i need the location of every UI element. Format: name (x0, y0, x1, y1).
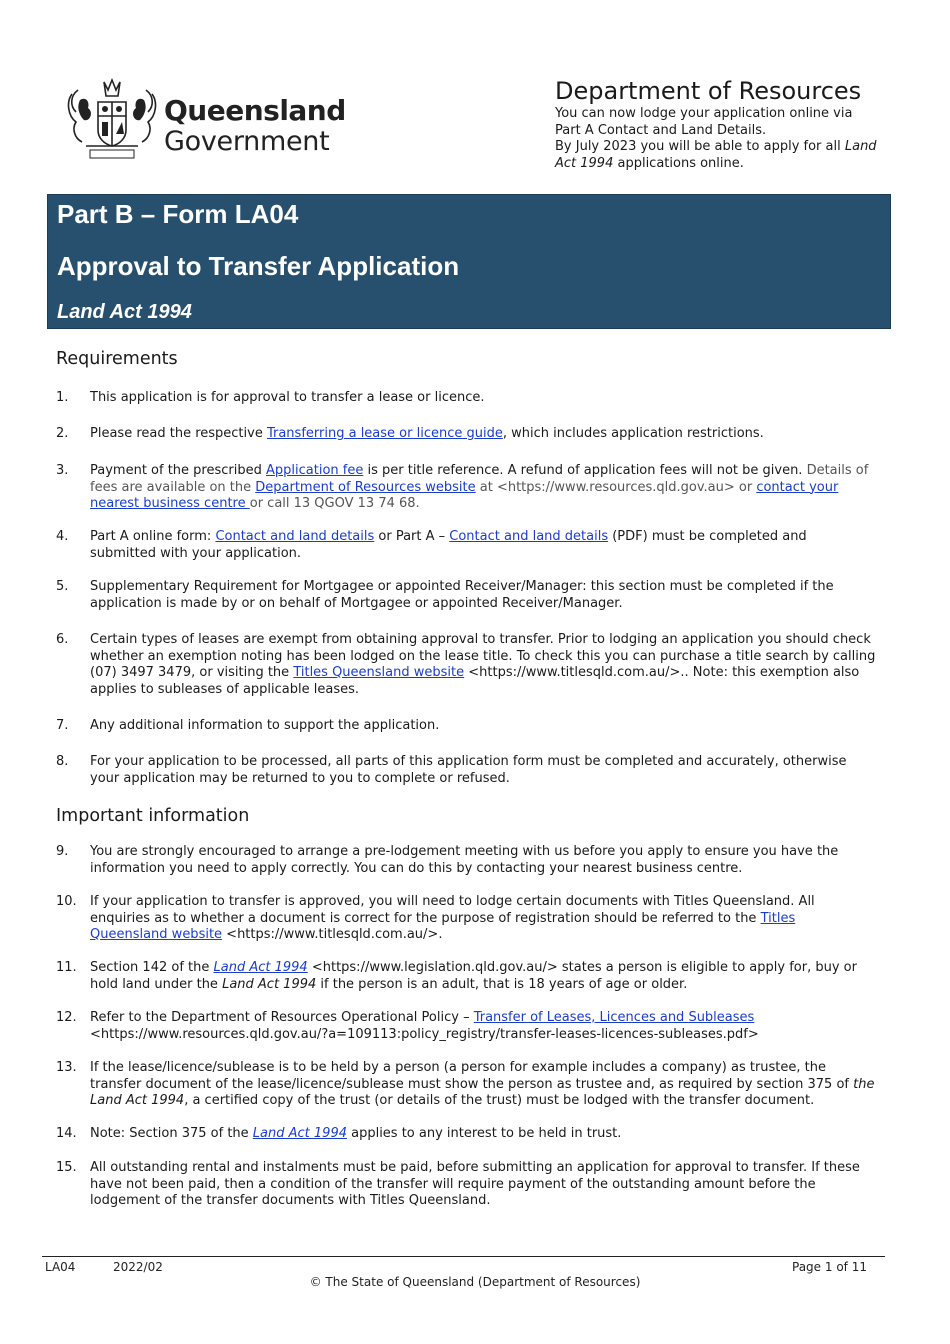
list-item: 14. Note: Section 375 of the Land Act 1994 applies to any interest to be held in trust. (56, 1126, 622, 1141)
contact-land-details-pdf-link[interactable]: Contact and land details (449, 529, 609, 544)
resources-website-link[interactable]: Department of Resources website (255, 479, 476, 495)
list-item: 11. Section 142 of the Land Act 1994 <https://www.legislation.qld.gov.au/> states a person is eligible to apply for, buy or hold land under the Land Act 1994 if the person is an adult, that is 18 years of age or older. (56, 960, 857, 992)
list-item: 8. For your application to be processed, all parts of this application form must be completed and accurately, otherwise your application may be returned to you to complete or refused. (56, 754, 847, 786)
list-item: 13. If the lease/licence/sublease is to be held by a person (a person for example includes a company) as trustee, the transfer document of the lease/licence/sublease must show the person as trustee and, as required by section 375 of the Land Act 1994, a certified copy of the trust (or details of the trust) must be lodged with the transfer document. (56, 1060, 875, 1108)
coat-of-arms-icon (64, 72, 160, 162)
form-title-banner (47, 194, 891, 329)
note-line: By July 2023 you will be able to apply for all Land (555, 139, 877, 154)
department-header (555, 76, 895, 172)
qld-government-logo (64, 72, 346, 164)
list-item: 6. Certain types of leases are exempt from obtaining approval to transfer. Prior to lodging an application you should check whether an exemption noting has been lodged on the lease title. To check this you can purchase a title search by calling (07) 3497 3479, or visiting the Titles Queensland website <https://www.titlesqld.com.au/>.. Note: this exemption also applies to subleases of applicable leases. (56, 632, 876, 697)
business-centre-link[interactable]: contact your nearest business centre (90, 479, 839, 511)
land-act-link[interactable]: Land Act 1994 (213, 960, 308, 975)
list-item: 4. Part A online form: Contact and land details or Part A – Contact and land details (PDF) must be completed and submitted with your application. (56, 529, 807, 561)
requirements-heading: Requirements (56, 349, 178, 369)
list-item: 5. Supplementary Requirement for Mortgagee or appointed Receiver/Manager: this section must be completed if the application is made by or on behalf of Mortgagee or appointed Receiver/Manager. (56, 579, 834, 611)
contact-land-details-online-link[interactable]: Contact and land details (215, 529, 375, 544)
form-part-title: Part B – Form LA04 (57, 199, 299, 229)
footer-copyright: © The State of Queensland (Department of Resources) (309, 1275, 641, 1289)
transferring-guide-link[interactable]: Transferring a lease or licence guide (266, 426, 503, 441)
list-item: 3. Payment of the prescribed Application fee is per title reference. A refund of application fees will not be given. Details of fees are available on the Department of Resources website at <https://www.resources.qld.gov.au> or contact your nearest business centre or call 13 QGOV 13 74 68. (56, 463, 869, 511)
important-information-heading: Important information (56, 806, 250, 826)
list-item: 15. All outstanding rental and instalments must be paid, before submitting an application for approval to transfer. If these have not been paid, then a condition of the transfer will require payment of the outstanding amount before the lodgement of the transfer documents with Titles Queensland. (56, 1160, 860, 1208)
list-item: 12. Refer to the Department of Resources Operational Policy – Transfer of Leases, Licences and Subleases <https://www.resources.qld.gov.au/?a=109113:policy_registry/transfer-leases-licences-subleases.pdf> (56, 1010, 759, 1042)
logo-text-government: Government (164, 126, 330, 157)
transfer-policy-link[interactable]: Transfer of Leases, Licences and Subleases (473, 1010, 755, 1025)
footer-form-code: LA04 (45, 1260, 76, 1274)
department-title: Department of Resources (555, 77, 862, 105)
land-act-link[interactable]: Land Act 1994 (252, 1126, 347, 1141)
footer-divider (42, 1256, 885, 1257)
form-act-title: Land Act 1994 (57, 301, 192, 323)
note-line: Act 1994 applications online. (555, 155, 744, 171)
note-line: Part A Contact and Land Details. (555, 122, 767, 138)
logo-text-queensland: Queensland (164, 94, 346, 127)
form-title: Approval to Transfer Application (57, 251, 460, 281)
footer-page-number: Page 1 of 11 (792, 1260, 867, 1274)
note-line: You can now lodge your application online via (555, 106, 853, 121)
online-lodgement-note (555, 106, 895, 172)
list-item: 2. Please read the respective Transferring a lease or licence guide, which includes application restrictions. (56, 426, 764, 441)
footer-version: 2022/02 (113, 1260, 163, 1274)
list-item: 7. Any additional information to support the application. (56, 718, 440, 733)
list-item: 9. You are strongly encouraged to arrange a pre-lodgement meeting with us before you apply to ensure you have the information you need to apply correctly. You can do this by contacting your nearest business centre. (56, 844, 839, 876)
titles-queensland-link[interactable]: Titles Queensland website (90, 910, 796, 942)
list-item: 1. This application is for approval to transfer a lease or licence. (56, 390, 485, 405)
application-fee-link[interactable]: Application fee (266, 463, 364, 478)
titles-queensland-link[interactable]: Titles Queensland website (293, 665, 465, 680)
list-item: 10. If your application to transfer is approved, you will need to lodge certain documents with Titles Queensland. All enquiries as to whether a document is correct for the purpose of registration should be referred to the Titles Queensland website <https://www.titlesqld.com.au/>. (56, 894, 815, 942)
